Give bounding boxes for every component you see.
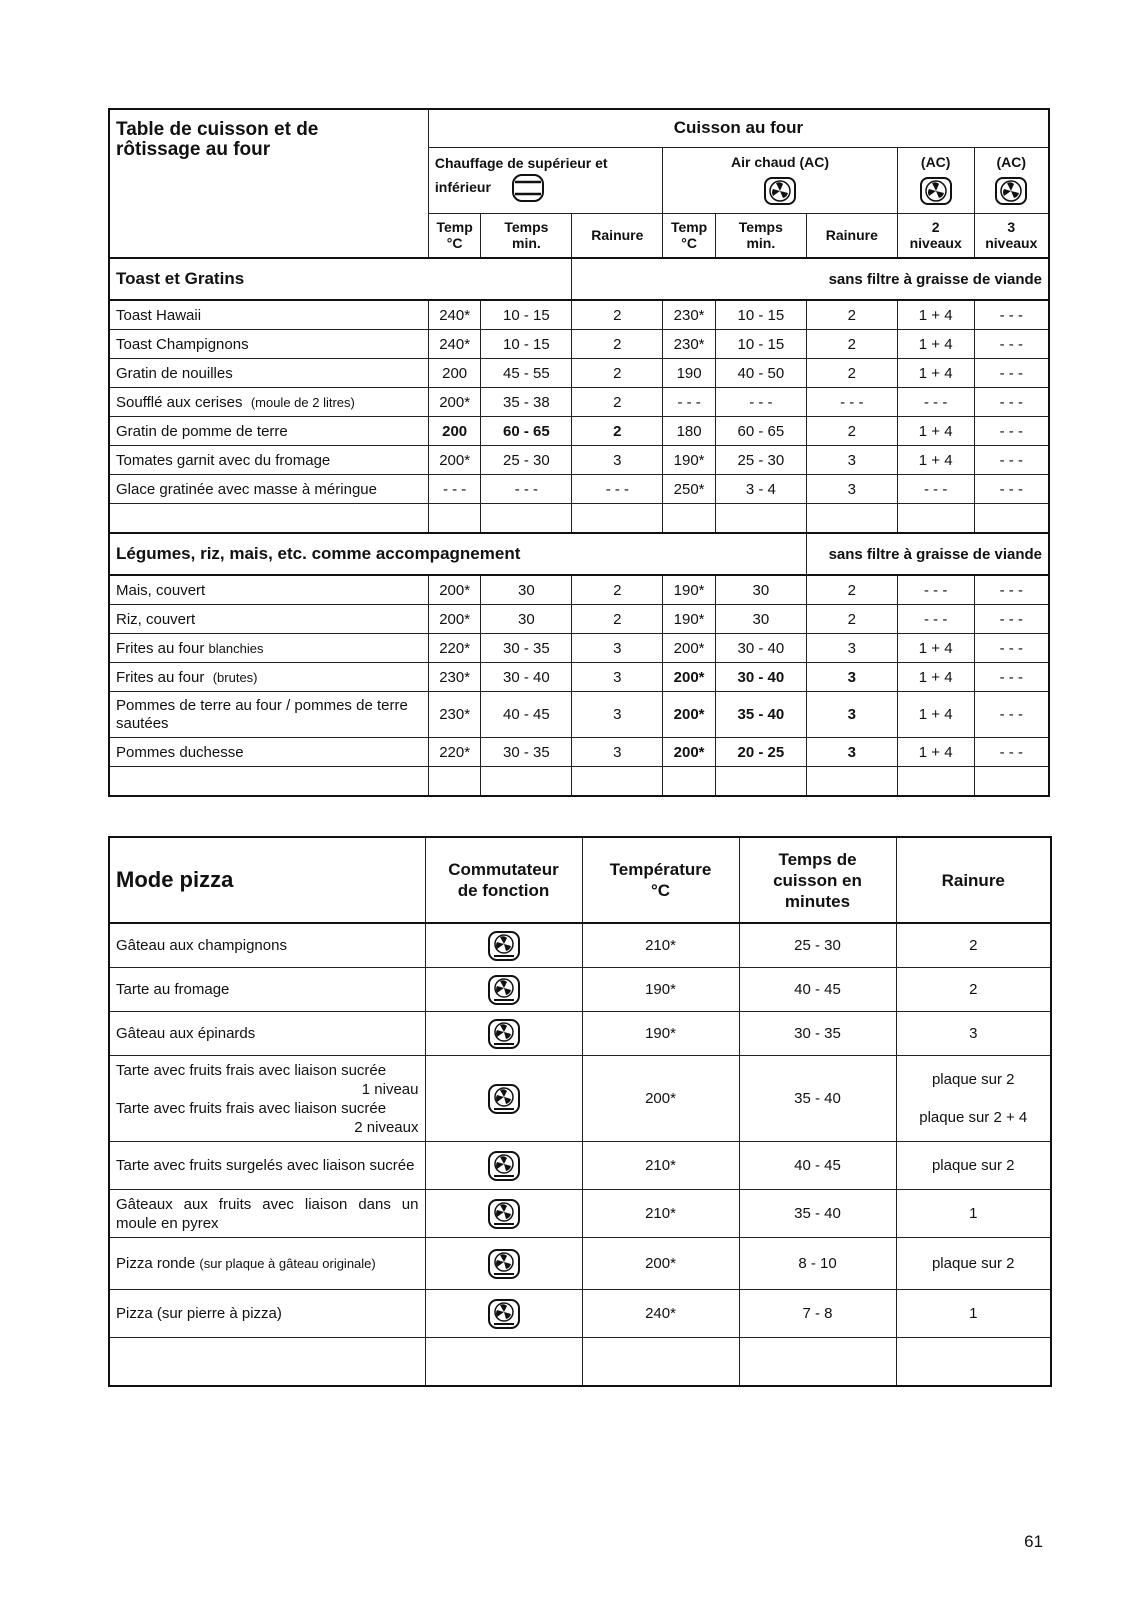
cell: 2 [572, 417, 663, 446]
cell: 2 [806, 300, 897, 330]
col-3-levels: 3 niveaux [974, 213, 1049, 258]
pizza-mode-icon [487, 1198, 521, 1230]
cell: - - - [974, 575, 1049, 605]
cell: 3 [806, 446, 897, 475]
temperature: 240* [582, 1290, 739, 1338]
cell: 30 - 40 [715, 663, 806, 692]
cell: 3 [572, 446, 663, 475]
cell: - - - [974, 330, 1049, 359]
cell: 30 - 40 [715, 634, 806, 663]
cell: 230* [428, 692, 481, 738]
cell: 200* [428, 388, 481, 417]
col-cooking-time: Temps de cuisson en minutes [739, 837, 896, 923]
cell: 10 - 15 [715, 330, 806, 359]
dish-name: Tarte avec fruits frais avec liaison sucrée 1 niveau Tarte avec fruits frais avec liaison sucrée 2 niveaux [109, 1056, 425, 1142]
pizza-mode-icon [487, 1150, 521, 1182]
cell: 190 [663, 359, 716, 388]
cell: 3 [806, 738, 897, 767]
dish-name: Tarte avec fruits surgelés avec liaison sucrée [109, 1142, 425, 1190]
cell: 250* [663, 475, 716, 504]
pizza-mode-table [108, 836, 1052, 1387]
dish-name: Gratin de nouilles [109, 359, 428, 388]
dish-name: Gâteau aux champignons [109, 923, 425, 968]
cell: - - - [974, 663, 1049, 692]
fan-icon [919, 176, 953, 206]
col-temp: Temp °C [428, 213, 481, 258]
dish-name: Toast Champignons [109, 330, 428, 359]
cell: 200 [428, 417, 481, 446]
cell: 3 [806, 692, 897, 738]
cell: 1 + 4 [897, 417, 974, 446]
temperature: 190* [582, 968, 739, 1012]
cell: 2 [806, 330, 897, 359]
cell: 230* [663, 330, 716, 359]
cell: 200* [663, 738, 716, 767]
cooking-time: 7 - 8 [739, 1290, 896, 1338]
cell: 40 - 45 [481, 692, 572, 738]
cell: - - - [974, 446, 1049, 475]
cell: - - - [897, 575, 974, 605]
fan-icon [763, 176, 797, 206]
cell: 1 + 4 [897, 692, 974, 738]
group-header: Cuisson au four [428, 109, 1049, 147]
dish-name: Soufflé aux cerises (moule de 2 litres) [109, 388, 428, 417]
cell: - - - [572, 475, 663, 504]
cell: 230* [663, 300, 716, 330]
cell: 3 - 4 [715, 475, 806, 504]
groove: plaque sur 2 [896, 1142, 1051, 1190]
dish-name: Glace gratinée avec masse à méringue [109, 475, 428, 504]
cell: 2 [806, 359, 897, 388]
dish-name: Gratin de pomme de terre [109, 417, 428, 446]
cell: 220* [428, 634, 481, 663]
groove: 1 [896, 1190, 1051, 1238]
cell: 2 [572, 300, 663, 330]
cell: 10 - 15 [481, 300, 572, 330]
cell: 3 [806, 663, 897, 692]
cell: 25 - 30 [481, 446, 572, 475]
empty-row [109, 504, 1049, 534]
cell: 45 - 55 [481, 359, 572, 388]
cell: 30 - 35 [481, 634, 572, 663]
temperature: 200* [582, 1238, 739, 1290]
pizza-mode-icon [487, 974, 521, 1006]
temperature: 190* [582, 1012, 739, 1056]
cell: 60 - 65 [481, 417, 572, 446]
top-bottom-heat-icon [511, 173, 545, 203]
cell: 2 [572, 575, 663, 605]
cell: - - - [663, 388, 716, 417]
groove: 1 [896, 1290, 1051, 1338]
cell: - - - [481, 475, 572, 504]
pizza-mode-icon [487, 1298, 521, 1330]
cell: 200 [428, 359, 481, 388]
pizza-mode-icon [487, 930, 521, 962]
pizza-title: Mode pizza [109, 837, 425, 923]
cell: - - - [974, 388, 1049, 417]
temperature: 210* [582, 923, 739, 968]
cell: 10 - 15 [481, 330, 572, 359]
empty-row [109, 767, 1049, 797]
cell: 30 - 35 [481, 738, 572, 767]
cell: - - - [428, 475, 481, 504]
cell: 2 [806, 605, 897, 634]
function-switch [425, 968, 582, 1012]
cell: 30 [715, 575, 806, 605]
cell: 3 [572, 663, 663, 692]
mode-top-bottom-heat: Chauffage de supérieur et inférieur [428, 147, 662, 213]
col-temp: Temp °C [663, 213, 716, 258]
dish-name: Pommes duchesse [109, 738, 428, 767]
cell: 1 + 4 [897, 330, 974, 359]
col-temperature: Température °C [582, 837, 739, 923]
cell: 190* [663, 446, 716, 475]
groove: 3 [896, 1012, 1051, 1056]
cell: 3 [572, 634, 663, 663]
col-groove: Rainure [572, 213, 663, 258]
page-number: 61 [1024, 1532, 1043, 1551]
cell: - - - [974, 692, 1049, 738]
function-switch [425, 1190, 582, 1238]
cell: 3 [572, 692, 663, 738]
cell: 2 [806, 417, 897, 446]
cooking-time: 40 - 45 [739, 1142, 896, 1190]
cell: 1 + 4 [897, 359, 974, 388]
cell: 35 - 38 [481, 388, 572, 417]
cell: - - - [974, 605, 1049, 634]
cell: 1 + 4 [897, 446, 974, 475]
cell: - - - [974, 300, 1049, 330]
cell: 190* [663, 605, 716, 634]
cell: 2 [572, 388, 663, 417]
cell: - - - [974, 359, 1049, 388]
fan-icon [994, 176, 1028, 206]
section-title: Légumes, riz, mais, etc. comme accompagnement [109, 533, 806, 575]
empty-row [109, 1338, 1051, 1386]
cell: 190* [663, 575, 716, 605]
function-switch [425, 1290, 582, 1338]
dish-name: Pizza ronde (sur plaque à gâteau originale) [109, 1238, 425, 1290]
cell: - - - [897, 605, 974, 634]
cell: - - - [806, 388, 897, 417]
cell: 180 [663, 417, 716, 446]
col-time: Temps min. [715, 213, 806, 258]
cell: 1 + 4 [897, 300, 974, 330]
function-switch [425, 1056, 582, 1142]
cell: - - - [897, 388, 974, 417]
cell: 1 + 4 [897, 663, 974, 692]
section-title: Toast et Gratins [109, 258, 572, 300]
cell: 3 [806, 634, 897, 663]
col-time: Temps min. [481, 213, 572, 258]
cell: 30 [715, 605, 806, 634]
cooking-time: 35 - 40 [739, 1190, 896, 1238]
cell: 240* [428, 300, 481, 330]
function-switch [425, 1012, 582, 1056]
cell: 200* [663, 634, 716, 663]
oven-cooking-table [108, 108, 1050, 797]
cell: 2 [572, 330, 663, 359]
cell: - - - [974, 475, 1049, 504]
temperature: 210* [582, 1190, 739, 1238]
cell: 30 [481, 575, 572, 605]
cell: 30 [481, 605, 572, 634]
dish-name: Riz, couvert [109, 605, 428, 634]
dish-name: Pommes de terre au four / pommes de terre sautées [109, 692, 428, 738]
cell: 220* [428, 738, 481, 767]
cooking-time: 25 - 30 [739, 923, 896, 968]
cell: 2 [806, 575, 897, 605]
cell: 35 - 40 [715, 692, 806, 738]
dish-name: Tomates garnit avec du fromage [109, 446, 428, 475]
cell: 200* [428, 446, 481, 475]
col-function-switch: Commutateur de fonction [425, 837, 582, 923]
cooking-time: 40 - 45 [739, 968, 896, 1012]
cooking-time: 35 - 40 [739, 1056, 896, 1142]
dish-name: Gâteau aux épinards [109, 1012, 425, 1056]
cell: 30 - 40 [481, 663, 572, 692]
dish-name: Mais, couvert [109, 575, 428, 605]
function-switch [425, 1238, 582, 1290]
pizza-mode-icon [487, 1248, 521, 1280]
cell: 60 - 65 [715, 417, 806, 446]
section-note: sans filtre à graisse de viande [572, 258, 1049, 300]
col-2-levels: 2 niveaux [897, 213, 974, 258]
cell: 240* [428, 330, 481, 359]
cell: 200* [663, 663, 716, 692]
function-switch [425, 1142, 582, 1190]
cell: 230* [428, 663, 481, 692]
mode-hot-air: Air chaud (AC) [663, 147, 897, 213]
temperature: 210* [582, 1142, 739, 1190]
groove: plaque sur 2 [896, 1238, 1051, 1290]
dish-name: Frites au four (brutes) [109, 663, 428, 692]
cell: - - - [974, 738, 1049, 767]
cell: 20 - 25 [715, 738, 806, 767]
cell: 10 - 15 [715, 300, 806, 330]
cell: 200* [428, 605, 481, 634]
cell: 200* [663, 692, 716, 738]
cooking-time: 30 - 35 [739, 1012, 896, 1056]
groove: 2 [896, 968, 1051, 1012]
cooking-time: 8 - 10 [739, 1238, 896, 1290]
groove: 2 [896, 923, 1051, 968]
pizza-mode-icon [487, 1018, 521, 1050]
cell: 2 [572, 359, 663, 388]
cell: 200* [428, 575, 481, 605]
mode-ac-3-levels: (AC) [974, 147, 1049, 213]
function-switch [425, 923, 582, 968]
temperature: 200* [582, 1056, 739, 1142]
cell: 1 + 4 [897, 738, 974, 767]
cell: - - - [974, 634, 1049, 663]
cell: 3 [572, 738, 663, 767]
cell: 2 [572, 605, 663, 634]
section-note: sans filtre à graisse de viande [806, 533, 1049, 575]
pizza-mode-icon [487, 1083, 521, 1115]
cell: - - - [715, 388, 806, 417]
dish-name: Gâteaux aux fruits avec liaison dans un moule en pyrex [109, 1190, 425, 1238]
dish-name: Pizza (sur pierre à pizza) [109, 1290, 425, 1338]
cell: - - - [897, 475, 974, 504]
cell: - - - [974, 417, 1049, 446]
cell: 1 + 4 [897, 634, 974, 663]
mode-ac-2-levels: (AC) [897, 147, 974, 213]
groove: plaque sur 2 plaque sur 2 + 4 [896, 1056, 1051, 1142]
cell: 40 - 50 [715, 359, 806, 388]
dish-name: Tarte au fromage [109, 968, 425, 1012]
cell: 25 - 30 [715, 446, 806, 475]
dish-name: Toast Hawaii [109, 300, 428, 330]
col-groove: Rainure [896, 837, 1051, 923]
dish-name: Frites au four blanchies [109, 634, 428, 663]
cell: 3 [806, 475, 897, 504]
col-groove: Rainure [806, 213, 897, 258]
table-title: Table de cuisson et de rôtissage au four [109, 109, 428, 258]
